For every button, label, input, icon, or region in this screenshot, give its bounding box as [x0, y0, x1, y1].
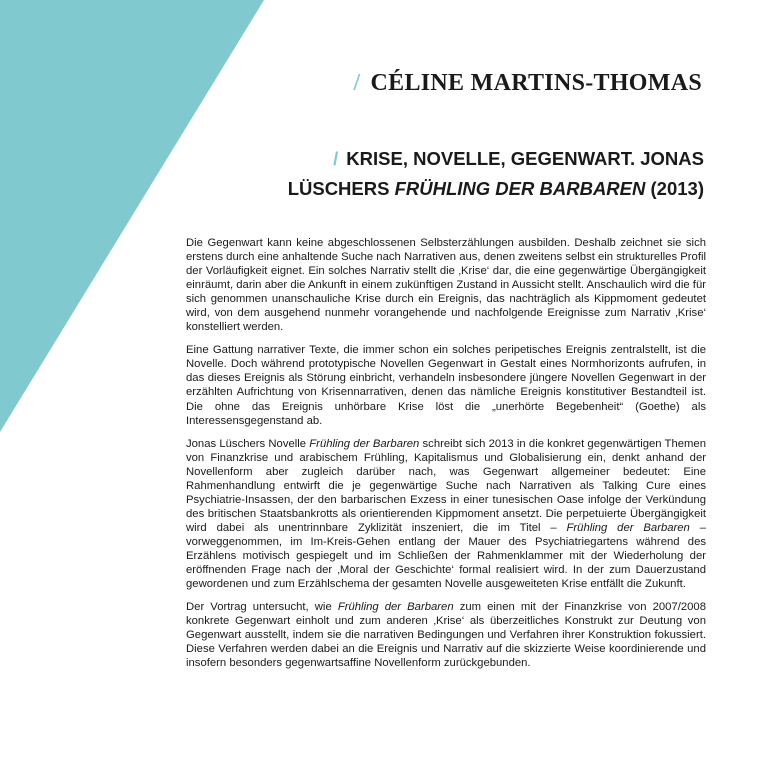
paragraph-3-italic-2: Frühling der Barbaren — [566, 521, 690, 534]
title-line-2-pre: LÜSCHERS — [287, 178, 395, 199]
author-name — [354, 70, 702, 97]
paragraph-2: Eine Gattung narrativer Texte, die immer schon ein solches peripetisches Ereignis zentralstellt, ist die Novelle. Doch während prototypische Novellen Gegenwart in Gestalt eines Normhorizonts aufrufen, in das dieses Ereignis als Störung einbricht, verhandeln insbesondere jüngere Novellen Gegenwart in der erzählten Aufrichtung von Krisennarrativen, denen das nämliche Ereignis konstitutiver Bestandteil ist. Die ohne das Ereignis unhörbare Krise löst die „unerhörte Begebenheit“ (Goethe) als Interessensgegenstand ab. — [186, 344, 706, 427]
paragraph-3-part-c: – vorweggenommen, im Im-Kreis-Gehen entlang der Mauer des Psychiatriegartens während des Erzählens motivisch gespiegelt und im Schließen der Rahmenklammer mit der Wiederholung der eröffnenden Frage nach der ‚Moral der Geschichte‘ formal realisiert wird. In der zum Dauerzustand gewordenen und zum Erzählschema der gesamten Novelle ausgeweiteten Krise entfällt die Zukunft. — [186, 521, 706, 591]
paragraph-4-part-b: zum einen mit der Finanzkrise von 2007/2008 konkrete Gegenwart einholt und zum anderen ‚Krise‘ als überzeitliches Konstrukt zur Deutung von Gegenwart ausstellt, indem sie die narrativen Bedingungen und Verfahren ihrer Konstruktion fokussiert. Diese Verfahren werden dabei an die Ereignis und Narrativ auf die skizzierte Weise koordinierende und insofern besonders gegenwartsaffine Novellenform zurückgebunden. — [186, 601, 706, 670]
paragraph-4-part-a: Der Vortrag untersucht, wie — [186, 601, 338, 614]
paragraph-4 — [186, 600, 706, 670]
title-line-1 — [288, 144, 704, 174]
paragraph-3 — [186, 437, 706, 592]
title-slash: / — [333, 148, 339, 169]
author-text: CÉLINE MARTINS-THOMAS — [370, 70, 702, 96]
abstract-body — [186, 236, 706, 679]
paragraph-3-italic-1: Frühling der Barbaren — [309, 437, 420, 450]
paragraph-1: Die Gegenwart kann keine abgeschlossenen Selbsterzählungen ausbilden. Deshalb zeichnet sie sich erstens durch eine anhaltende Suche nach Narrativen aus, denen zweitens selbst ein strukturelles Profil der Vorläufigkeit eignet. Ein solches Narrativ stellt die ‚Krise‘ dar, die eine gegenwärtige Übergängigkeit einräumt, darin aber die Ankunft in einem zukünftigen Zustand in Aussicht stellt. Anschaulich wird die für sich genommen unanschauliche Krise durch ein Ereignis, das nachträglich als Kippmoment gedeutet wird, von dem ausgehend nunmehr vorangehende und nachfolgende Ereignisse zum Narrativ ‚Krise‘ konstelliert werden. — [186, 237, 706, 334]
title-line-2 — [288, 174, 704, 204]
title-line-2-post: (2013) — [645, 178, 704, 199]
title-line-1-text: KRISE, NOVELLE, GEGENWART. JONAS — [346, 148, 704, 169]
paragraph-3-part-a: Jonas Lüschers Novelle — [186, 437, 310, 450]
talk-title — [288, 144, 704, 204]
author-slash: / — [353, 70, 361, 96]
title-line-2-italic: FRÜHLING DER BARBAREN — [394, 178, 646, 199]
paragraph-3-part-b: schreibt sich 2013 in die konkret gegenwärtigen Themen von Finanzkrise und arabischem Frühling, Kapitalismus und Globalisierung ein, denkt anhand der Novellenform aber zugleich darüber nach, was Gegenwart allgemeiner bedeutet: Eine Rahmenhandlung entwirft die je gegenwärtige Suche nach Narrativen als Talking Cure eines Psychiatrie-Insassen, der den barbarischen Exzess in einer tunesischen Oase infolge der Verkündung des britischen Staatsbankrotts als orientierenden Kippmoment ansetzt. Die perpetuierte Übergängigkeit wird dabei als unentrinnbare Zyklizität inszeniert, die im Titel – — [186, 437, 706, 534]
paragraph-4-italic: Frühling der Barbaren — [337, 601, 454, 614]
